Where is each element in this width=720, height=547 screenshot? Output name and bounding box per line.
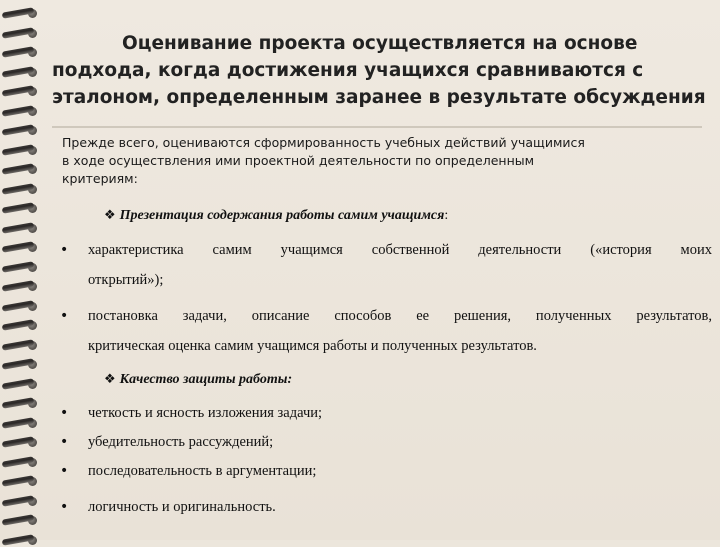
list-item <box>88 301 712 361</box>
binding-ring-icon <box>2 455 40 469</box>
binding-ring-icon <box>2 65 40 79</box>
list-item-line: открытий»); <box>88 272 164 288</box>
intro-line-2: в ходе осуществления ими проектной деятельности по определенным <box>62 153 535 168</box>
binding-ring-icon <box>2 474 40 488</box>
binding-ring-icon <box>2 513 40 527</box>
section-heading-text: Качество защиты работы <box>119 372 288 387</box>
diamond-bullet-icon: ❖ <box>104 372 116 387</box>
bullet-dot-icon: • <box>60 499 69 515</box>
binding-ring-icon <box>2 104 40 118</box>
list-item-text: убедительность рассуждений; <box>88 434 274 450</box>
intro-paragraph <box>62 134 682 188</box>
binding-ring-icon <box>2 318 40 332</box>
list-item <box>88 398 712 428</box>
divider <box>52 126 702 128</box>
list-item <box>88 427 712 457</box>
binding-ring-icon <box>2 357 40 371</box>
diamond-bullet-icon: ❖ <box>104 208 116 223</box>
binding-ring-icon <box>2 6 40 20</box>
binding-ring-icon <box>2 494 40 508</box>
bullet-dot-icon: • <box>60 463 69 479</box>
binding-ring-icon <box>2 377 40 391</box>
section-heading-colon: : <box>287 372 293 387</box>
bullet-dot-icon: • <box>60 308 69 324</box>
list-item-line: критическая оценка самим учащимся работы и полученных результатов. <box>88 338 537 354</box>
binding-ring-icon <box>2 299 40 313</box>
binding-ring-icon <box>2 84 40 98</box>
binding-ring-icon <box>2 26 40 40</box>
binding-ring-icon <box>2 338 40 352</box>
slide-title <box>52 30 712 111</box>
binding-ring-icon <box>2 240 40 254</box>
binding-ring-icon <box>2 143 40 157</box>
title-line-1: Оценивание проекта осуществляется на основе <box>122 33 638 54</box>
bullet-dot-icon: • <box>60 405 69 421</box>
binding-ring-icon <box>2 396 40 410</box>
binding-ring-icon <box>2 435 40 449</box>
intro-line-3: критериям: <box>62 171 138 186</box>
spiral-binding <box>0 0 40 540</box>
title-line-2: подхода, когда достижения учащихся сравниваются с <box>52 60 644 81</box>
binding-ring-icon <box>2 45 40 59</box>
binding-ring-icon <box>2 221 40 235</box>
intro-line-1: Прежде всего, оцениваются сформированность учебных действий учащимися <box>62 135 585 150</box>
section-heading-defense <box>104 371 292 389</box>
list-item-line: постановка задачи, описание способов ее решения, полученных результатов, <box>88 308 712 324</box>
list-item <box>88 456 712 486</box>
list-item-text: логичность и оригинальность. <box>88 499 276 515</box>
binding-ring-icon <box>2 416 40 430</box>
section-heading-colon: : <box>444 208 449 223</box>
binding-ring-icon <box>2 260 40 274</box>
binding-ring-icon <box>2 279 40 293</box>
list-item <box>88 235 712 295</box>
binding-ring-icon <box>2 162 40 176</box>
bullet-dot-icon: • <box>60 434 69 450</box>
bullet-dot-icon: • <box>60 242 69 258</box>
binding-ring-icon <box>2 201 40 215</box>
list-item-text: последовательность в аргументации; <box>88 463 317 479</box>
title-line-3: эталоном, определенным заранее в результате обсуждения <box>52 87 706 108</box>
binding-ring-icon <box>2 123 40 137</box>
section-heading-text: Презентация содержания работы самим учащимся <box>119 208 445 223</box>
list-item <box>88 492 712 522</box>
section-heading-presentation <box>104 207 448 225</box>
list-item-text: четкость и ясность изложения задачи; <box>88 405 323 421</box>
list-item-line: характеристика самим учащимся собственной деятельности («история моих <box>88 242 712 258</box>
binding-ring-icon <box>2 182 40 196</box>
